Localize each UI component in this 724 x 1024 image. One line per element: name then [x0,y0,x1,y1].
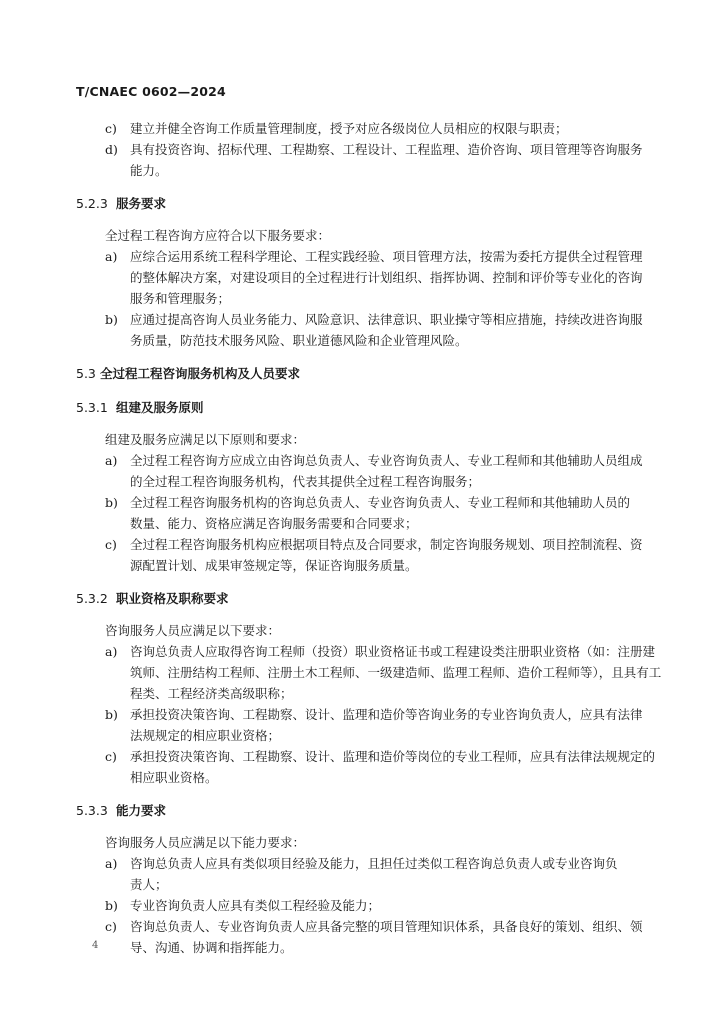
section-heading-5-2-3 [76,193,644,215]
section-number: 5.3.2 [76,591,108,606]
list-item [76,534,644,576]
list-item-label: a) [105,644,118,659]
list-item-text-line: 咨询总负责人应具有类似项目经验及能力，且担任过类似工程咨询总负责人或专业咨询负 [130,856,618,871]
list-item-text-line: 全过程工程咨询服务机构的咨询总负责人、专业咨询负责人、专业工程师和其他辅助人员的 [130,495,631,510]
list-item-label: c) [105,749,117,764]
list-item [76,641,662,704]
section-title: 服务要求 [116,196,167,211]
list-item-text-line: 全过程工程咨询服务机构应根据项目特点及合同要求，制定咨询服务规划、项目控制流程、资 [130,537,643,552]
section-title: 能力要求 [116,803,167,818]
list-item [76,118,644,139]
section-heading-5-3 [76,363,644,385]
list-item [76,895,644,916]
section-title: 职业资格及职称要求 [116,591,229,606]
list-item-text-line: 法规规定的相应职业资格； [130,728,281,743]
list-item-label: c) [105,121,117,136]
list-item-text-line: 源配置计划、成果审签规定等，保证咨询服务质量。 [130,558,418,573]
list-item-text-line: 承担投资决策咨询、工程勘察、设计、监理和造价等岗位的专业工程师，应具有法律法规规定的 [130,749,656,764]
list-item [76,246,644,309]
page-content [76,118,662,958]
section-intro: 组建及服务应满足以下原则和要求： [105,432,306,447]
list-item-text-line: 咨询总负责人、专业咨询负责人应具备完整的项目管理知识体系，具备良好的策划、组织、领 [130,919,643,934]
list-item-text-line: 专业咨询负责人应具有类似工程经验及能力； [130,898,381,913]
list-item-label: b) [105,707,118,722]
list-item-text-line: 相应职业资格。 [130,770,218,785]
list-item [76,450,644,492]
list-item-text-line: 数量、能力、资格应满足咨询服务需要和合同要求； [130,516,418,531]
list-item-text-line: 责人； [130,877,168,892]
page-number: 4 [92,940,99,951]
section-number: 5.3 [76,366,96,381]
list-item-label: a) [105,453,118,468]
section-heading-5-3-2 [76,588,644,610]
prev-item-list [76,118,644,181]
list-item-text-line: 程类、工程经济类高级职称； [130,686,293,701]
section-heading-5-3-1 [76,397,644,419]
list-item-label: b) [105,495,118,510]
section-title: 组建及服务原则 [116,400,204,415]
section-number: 5.2.3 [76,196,108,211]
list-item-text-line: 咨询总负责人应取得咨询工程师（投资）职业资格证书或工程建设类注册职业资格（如：注册建 [130,644,656,659]
section-number: 5.3.3 [76,803,108,818]
list-item [76,492,644,534]
list-item-label: b) [105,312,118,327]
list-item-text-line: 能力。 [130,163,168,178]
list-item-label: d) [105,142,118,157]
list-item [76,309,644,351]
item-list-5-2-3 [76,246,644,351]
item-list-5-3-3 [76,853,644,958]
section-title: 全过程工程咨询服务机构及人员要求 [100,366,301,381]
list-item-text-line: 的全过程工程咨询服务机构，代表其提供全过程工程咨询服务； [130,474,481,489]
list-item-text-line: 全过程工程咨询方应成立由咨询总负责人、专业咨询负责人、专业工程师和其他辅助人员组成 [130,453,643,468]
list-item-text-line: 的整体解决方案，对建设项目的全过程进行计划组织、指挥协调、控制和评价等专业化的咨询 [130,270,643,285]
section-intro: 全过程工程咨询方应符合以下服务要求： [105,228,331,243]
list-item-text-line: 务质量，防范技术服务风险、职业道德风险和企业管理风险。 [130,333,468,348]
list-item-text-line: 筑师、注册结构工程师、注册土木工程师、一级建造师、监理工程师、造价工程师等），且具有工 [130,665,662,680]
section-heading-5-3-3 [76,800,644,822]
list-item-label: a) [105,249,118,264]
list-item [76,746,656,788]
list-item-text-line: 具有投资咨询、招标代理、工程勘察、工程设计、工程监理、造价咨询、项目管理等咨询服务 [130,142,643,157]
list-item [76,916,644,958]
list-item-text-line: 应综合运用系统工程科学理论、工程实践经验、项目管理方法，按需为委托方提供全过程管理 [130,249,643,264]
section-intro: 咨询服务人员应满足以下要求： [105,623,281,638]
list-item [76,853,644,895]
list-item-text-line: 建立并健全咨询工作质量管理制度，授予对应各级岗位人员相应的权限与职责； [130,121,568,136]
list-item [76,704,644,746]
list-item-label: b) [105,898,118,913]
document-code: T/CNAEC 0602—2024 [76,84,226,99]
list-item-text-line: 导、沟通、协调和指挥能力。 [130,940,293,955]
list-item-text-line: 承担投资决策咨询、工程勘察、设计、监理和造价等咨询业务的专业咨询负责人，应具有法律 [130,707,643,722]
list-item-text-line: 应通过提高咨询人员业务能力、风险意识、法律意识、职业操守等相应措施，持续改进咨询服 [130,312,643,327]
item-list-5-3-2 [76,641,662,788]
section-intro: 咨询服务人员应满足以下能力要求： [105,835,306,850]
item-list-5-3-1 [76,450,644,576]
list-item [76,139,644,181]
list-item-label: c) [105,919,117,934]
list-item-text-line: 服务和管理服务； [130,291,231,306]
section-number: 5.3.1 [76,400,108,415]
list-item-label: a) [105,856,118,871]
list-item-label: c) [105,537,117,552]
